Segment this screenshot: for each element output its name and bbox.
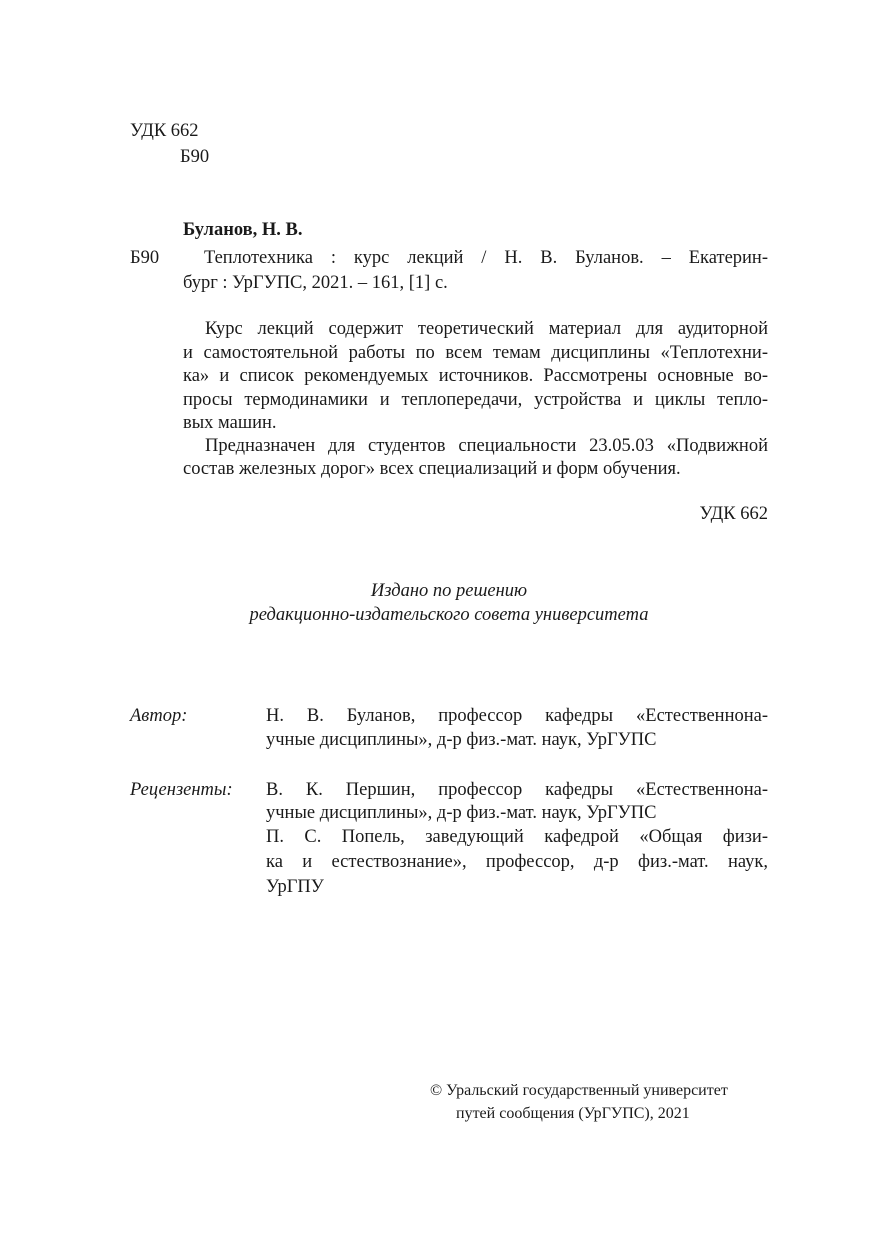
publication-note: Издано по решению [370, 581, 528, 601]
reviewer-text: П. С. Попель, заведующий кафедрой «Общая физи- [266, 827, 768, 847]
biblio-line: бург : УрГУПС, 2021. – 161, [1] с. [183, 273, 448, 293]
abstract-line: и самостоятельной работы по всем темам дисциплины «Теплотехни- [183, 343, 768, 363]
udk-code: УДК 662 [130, 121, 199, 141]
author-text: Н. В. Буланов, профессор кафедры «Естественнона- [266, 706, 768, 726]
purpose-line: Предназначен для студентов специальности 23.05.03 «Подвижной [205, 436, 768, 456]
udk-code-bottom: УДК 662 [699, 504, 768, 524]
reviewer-text: УрГПУ [266, 877, 324, 897]
publication-note: редакционно-издательского совета университета [249, 605, 649, 625]
abstract-line: вых машин. [183, 413, 277, 433]
biblio-line: Теплотехника : курс лекций / Н. В. Буланов. – Екатерин- [204, 248, 768, 268]
author-mark: Б90 [180, 147, 210, 167]
author-mark-entry: Б90 [130, 248, 160, 268]
abstract-line: Курс лекций содержит теоретический материал для аудиторной [205, 319, 768, 339]
abstract-line: ка» и список рекомендуемых источников. Рассмотрены основные во- [183, 366, 768, 386]
author-heading: Буланов, Н. В. [183, 220, 303, 240]
reviewers-label: Рецензенты: [130, 780, 233, 800]
reviewer-text: В. К. Першин, профессор кафедры «Естественнона- [266, 780, 768, 800]
copyright-line: путей сообщения (УрГУПС), 2021 [456, 1105, 690, 1122]
author-text: учные дисциплины», д-р физ.-мат. наук, УрГУПС [266, 730, 657, 750]
purpose-line: состав железных дорог» всех специализаций и форм обучения. [183, 459, 681, 479]
copyright-line: © Уральский государственный университет [430, 1082, 728, 1099]
abstract-line: просы термодинамики и теплопередачи, устройства и циклы тепло- [183, 390, 768, 410]
reviewer-text: учные дисциплины», д-р физ.-мат. наук, УрГУПС [266, 803, 657, 823]
reviewer-text: ка и естествознание», профессор, д-р физ.-мат. наук, [266, 852, 768, 872]
author-label: Автор: [130, 706, 188, 726]
